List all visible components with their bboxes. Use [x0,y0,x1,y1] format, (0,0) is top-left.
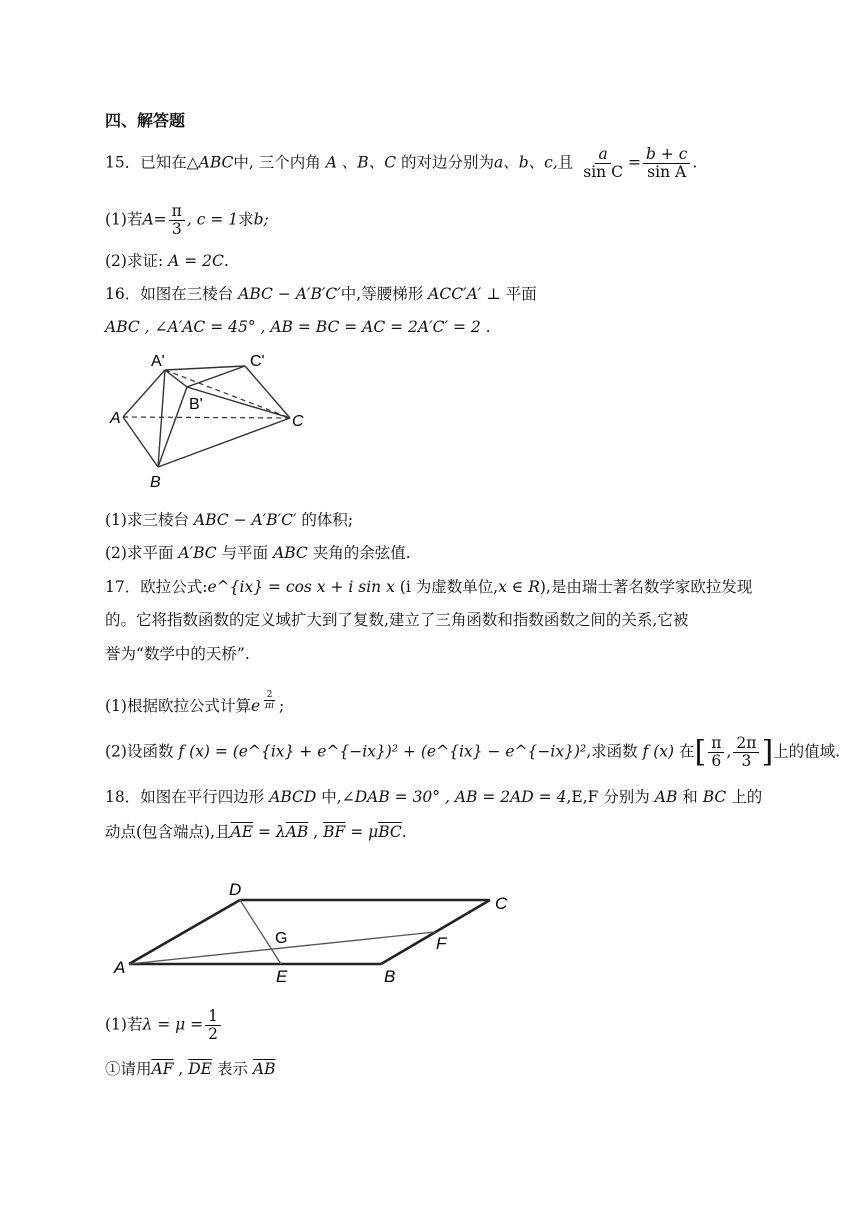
q15-text: 中, 三个内角 [233,153,321,172]
q15-number: 15． [105,153,141,172]
q18-one-half: $\frac{1}{2}$ [205,1008,221,1043]
q18-stem: 18．如图在平行四边形 ABCD 中,∠DAB = 30° , AB = 2AD = 4,E,F 分别为 AB 和 BC 上的 [105,788,763,806]
q17-line3: 誉为“数学中的天桥”. [105,645,250,663]
q17-number: 17． [105,578,141,596]
label-b-prime: B' [189,396,203,413]
label-d: D [229,880,242,899]
q17-euler-formula: e^{ix} = cos x + i sin x [207,578,395,596]
q16-number: 16． [105,285,141,303]
label-b: B [150,474,161,491]
q17-part2: (2)设函数 f (x) = (e^{ix} + e^{−ix})² + (e^{ix} − e^{−ix})²,求函数 f (x) 在[ $\frac{\pi}{6}$ , $\frac{2\pi}{3}$ ]上的值域. [105,734,841,770]
label-a: A [110,410,121,427]
q16-stem: 16．如图在三棱台 ABC − A′B′C′中,等腰梯形 ACC′A′ ⊥ 平面 [105,285,537,303]
label-a-prime: A' [151,353,165,370]
label-c: C [495,894,508,913]
label-g: G [275,930,288,947]
q15-sides: a、b、c, [494,153,558,172]
q15-fraction-right: $\frac{b + c}{\text{sin A}}$ [643,146,690,181]
label-e: E [276,967,288,985]
label-c-prime: C' [250,353,265,370]
q16-part2: (2)求平面 A′BC 与平面 ABC 夹角的余弦值. [105,544,411,562]
q15-text: 且 [557,153,574,172]
q16-frustum-figure [105,345,315,495]
label-a: A [114,958,126,977]
q15-equals: = [627,153,641,172]
q17-line2: 的。它将指数函数的定义域扩大到了复数,建立了三角函数和指数函数之间的关系,它被 [105,611,689,629]
q15-text: 已知在△ [140,153,199,172]
q16-part1: (1)求三棱台 ABC − A′B′C′ 的体积; [105,511,354,529]
q15-stem: 15．已知在△ABC中, 三个内角 A 、B、C 的对边分别为a、b、c,且 $\frac{a}{\text{sin C}}$ = $\frac{b + c}{\text{sin A}}$ . [105,145,698,181]
section-heading: 四、解答题 [105,111,186,130]
q16-conditions: ABC , ∠A′AC = 45° , AB = BC = AC = 2A′C′ = 2 . [105,318,491,336]
q15-part1: (1)若A= $\frac{\pi}{3}$ , c = 1求b; [105,202,269,238]
q18-part1: (1)若λ = μ = $\frac{1}{2}$ [105,1008,223,1043]
q17-exponent: 2 πi [265,690,274,711]
q17-part1: (1)根据欧拉公式计算e $^{\frac{2}{\pi i}}$ ; [105,690,285,715]
q15-part2: (2)求证: A = 2C. [105,252,229,270]
q15-triangle: ABC [198,153,234,172]
label-b: B [384,967,396,985]
q15-fraction-left: $\frac{a}{\text{sin C}}$ [583,145,623,181]
q18-line2: 动点(包含端点),且$\overline{AE} = \lambda\overline{AB}$ , $\overline{BF} = \mu\overline{BC}$. [105,823,407,841]
q15-pi-over-3: $\frac{\pi}{3}$ [169,203,185,238]
q15-text: 的对边分别为 [401,153,495,172]
q18-subpart1: ①请用$\overline{AF}$ , $\overline{DE}$ 表示 $\overline{AB}$ [105,1060,276,1078]
label-c: C [292,413,304,430]
q17-function: f (x) = (e^{ix} + e^{−ix})² + (e^{ix} − e^{−ix})² [178,742,587,761]
q18-parallelogram-figure [105,870,525,985]
q18-number: 18． [105,788,141,806]
q17-stem: 17．欧拉公式:e^{ix} = cos x + i sin x (i 为虚数单位,x ∈ R),是由瑞士著名数学家欧拉发现 [105,578,753,596]
label-f: F [436,934,447,953]
q15-angles: A 、B、C [325,153,397,172]
